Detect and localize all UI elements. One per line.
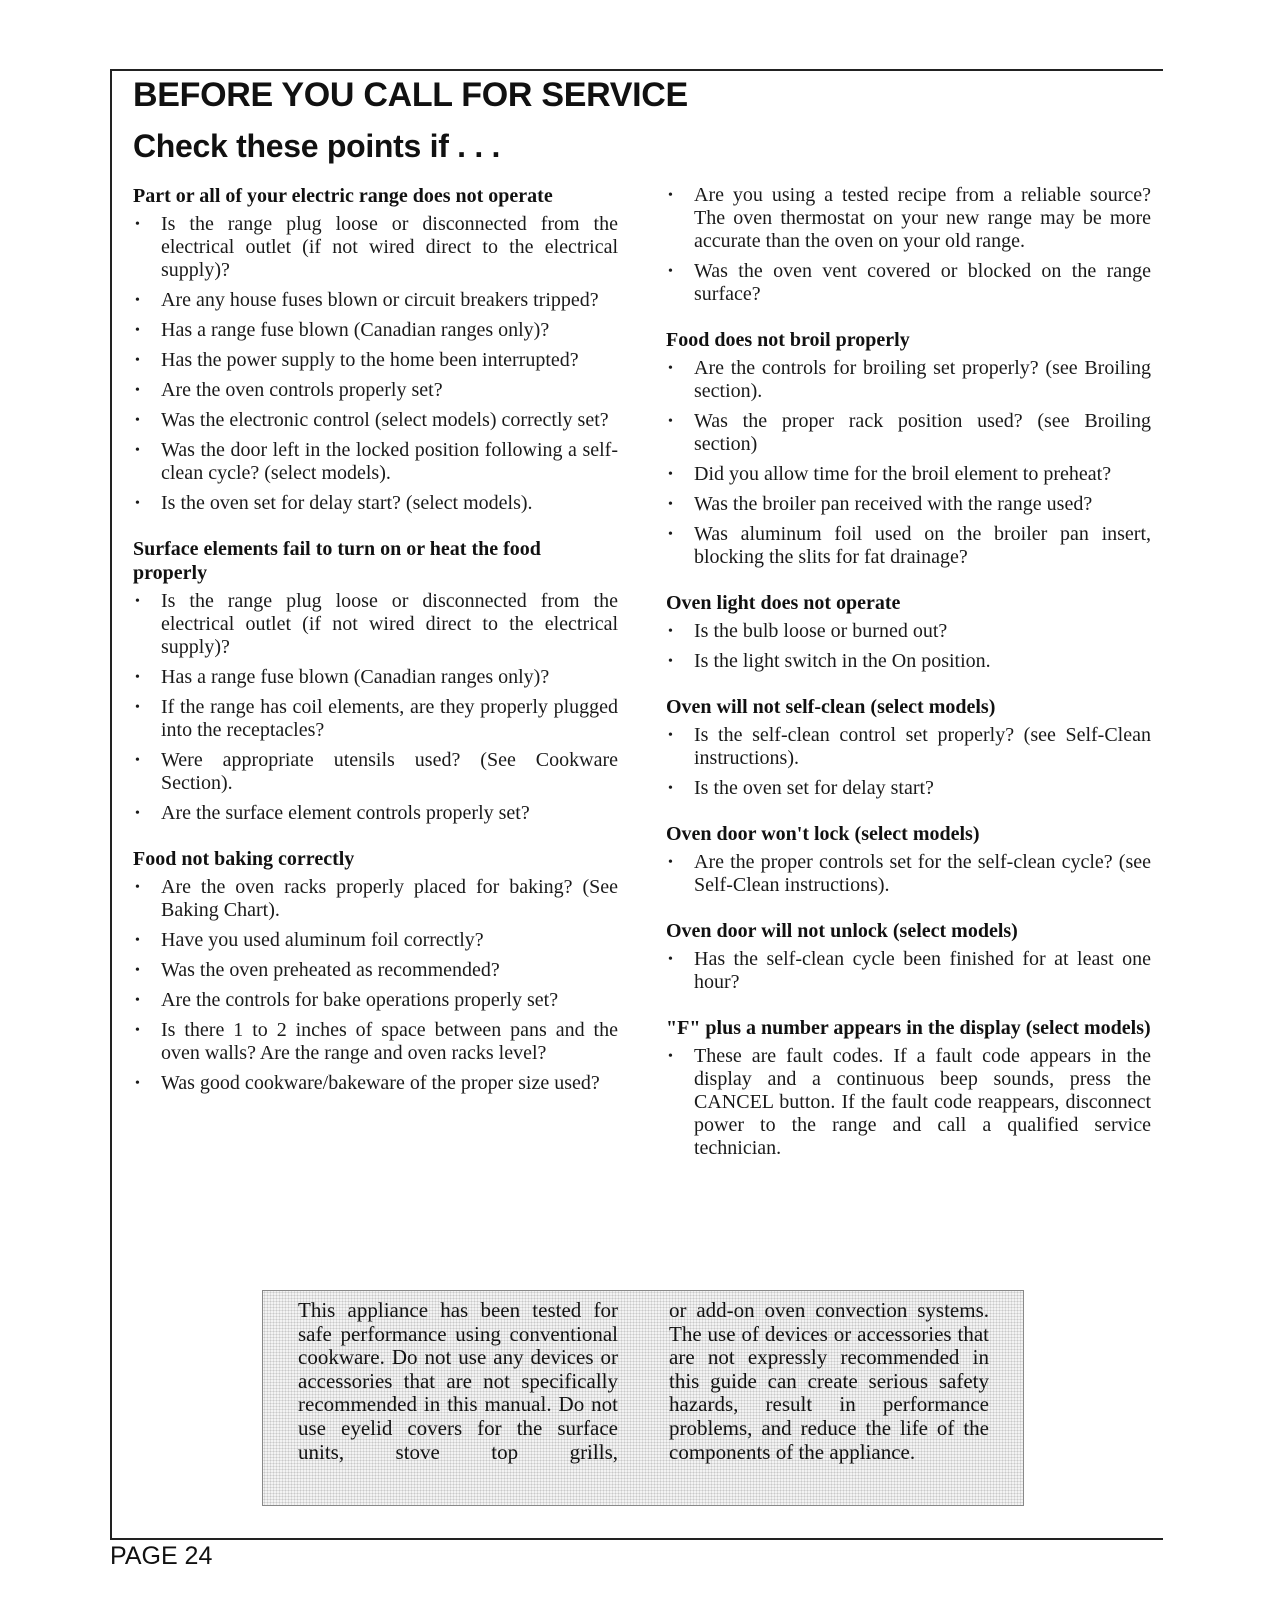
bullet-icon: • (668, 728, 673, 743)
section-oven-light (666, 591, 1151, 673)
list-item: • Is there 1 to 2 inches of space between pans and the oven walls? Are the range and oven racks level? (135, 1019, 618, 1064)
list-item: • Was aluminum foil used on the broiler pan insert, blocking the slits for fat drainage? (668, 523, 1151, 568)
bullet-icon: • (668, 527, 673, 542)
section-heading: Surface elements fail to turn on or heat the food properly (133, 538, 541, 584)
frame-bottom-rule (110, 1538, 1163, 1540)
bullet-icon: • (668, 952, 673, 967)
checklist (666, 1045, 1151, 1160)
page-number: PAGE 24 (110, 1542, 213, 1570)
list-item: • Are any house fuses blown or circuit breakers tripped? (135, 289, 599, 311)
list-item: • Was the proper rack position used? (see Broiling section) (668, 410, 1151, 455)
checklist (666, 184, 1151, 306)
section-heading: Oven light does not operate (666, 592, 901, 614)
left-column (133, 184, 618, 1117)
list-item: • Are the oven racks properly placed for baking? (See Baking Chart). (135, 876, 618, 921)
bullet-icon: • (668, 1049, 673, 1064)
frame-left-rule (110, 69, 112, 1540)
section-door-wont-unlock (666, 919, 1151, 994)
checklist (666, 724, 1151, 800)
list-item: • Was the door left in the locked position following a self-clean cycle? (select models). (135, 439, 618, 484)
list-item: • Were appropriate utensils used? (See Cookware Section). (135, 749, 618, 794)
list-item: • Are the proper controls set for the self-clean cycle? (see Self-Clean instructions). (668, 851, 1151, 896)
bullet-icon: • (135, 594, 140, 609)
page-title: BEFORE YOU CALL FOR SERVICE (133, 76, 688, 114)
bullet-icon: • (668, 855, 673, 870)
list-item: • Has the power supply to the home been interrupted? (135, 349, 579, 371)
bullet-icon: • (135, 933, 140, 948)
list-item: • Have you used aluminum foil correctly? (135, 929, 484, 951)
bullet-icon: • (135, 413, 140, 428)
section-door-wont-lock (666, 822, 1151, 897)
list-item: • Is the range plug loose or disconnected from the electrical outlet (if not wired direct to the electrical supply)? (135, 590, 618, 658)
bullet-icon: • (135, 1076, 140, 1091)
section-heading: Oven door will not unlock (select models) (666, 920, 1018, 942)
section-heading: Food does not broil properly (666, 329, 910, 351)
checklist (133, 590, 618, 825)
section-heading: "F" plus a number appears in the display (select models) (666, 1017, 1151, 1039)
bullet-icon: • (135, 993, 140, 1008)
list-item: • Was good cookware/bakeware of the proper size used? (135, 1072, 600, 1094)
section-heading: Oven will not self-clean (select models) (666, 696, 996, 718)
list-item: • Is the light switch in the On position. (668, 650, 991, 672)
list-item: • Is the range plug loose or disconnected from the electrical outlet (if not wired direct to the electrical supply)? (135, 213, 618, 281)
section-self-clean (666, 695, 1151, 800)
section-range-does-not-operate (133, 184, 618, 515)
safety-notice-left-text: This appliance has been tested for safe performance using conventional cookware. Do not use any devices or accessories that are not specifically recommended in this manual. Do not use eyelid covers for the surface units, stove top grills, (298, 1298, 618, 1464)
section-food-not-baking (133, 847, 618, 1095)
list-item: • Has a range fuse blown (Canadian ranges only)? (135, 666, 550, 688)
list-item: • Was the oven vent covered or blocked on the range surface? (668, 260, 1151, 305)
list-item: • Is the oven set for delay start? (select models). (135, 492, 533, 514)
bullet-icon: • (668, 264, 673, 279)
list-item: • Is the self-clean control set properly? (see Self-Clean instructions). (668, 724, 1151, 769)
checklist (666, 948, 1151, 994)
list-item: • Was the oven preheated as recommended? (135, 959, 500, 981)
checklist (133, 876, 618, 1095)
page-subtitle: Check these points if . . . (133, 128, 501, 164)
bullet-icon: • (668, 497, 673, 512)
bullet-icon: • (135, 1023, 140, 1038)
list-item: • Was the broiler pan received with the range used? (668, 493, 1093, 515)
checklist (133, 213, 618, 515)
list-item: • Are the surface element controls properly set? (135, 802, 530, 824)
section-heading: Oven door won't lock (select models) (666, 823, 980, 845)
bullet-icon: • (135, 496, 140, 511)
checklist (666, 851, 1151, 897)
bullet-icon: • (668, 414, 673, 429)
section-fault-codes (666, 1016, 1151, 1160)
list-item: • Was the electronic control (select models) correctly set? (135, 409, 609, 431)
list-item: • Are the controls for broiling set properly? (see Broiling section). (668, 357, 1151, 402)
bullet-icon: • (135, 217, 140, 232)
bullet-icon: • (668, 624, 673, 639)
section-heading: Food not baking correctly (133, 848, 355, 870)
list-item: • Are the controls for bake operations properly set? (135, 989, 559, 1011)
bullet-icon: • (135, 753, 140, 768)
section-food-not-broiling (666, 328, 1151, 569)
bullet-icon: • (135, 443, 140, 458)
list-item: • Did you allow time for the broil element to preheat? (668, 463, 1112, 485)
frame-top-rule (110, 69, 1163, 71)
bullet-icon: • (135, 700, 140, 715)
bullet-icon: • (135, 963, 140, 978)
list-item: • These are fault codes. If a fault code appears in the display and a continuous beep sounds, press the CANCEL button. If the fault code reappears, disconnect power to the range and call a qualified service technician. (668, 1045, 1151, 1159)
bullet-icon: • (668, 361, 673, 376)
safety-notice-box (262, 1290, 1024, 1506)
list-item: • If the range has coil elements, are they properly plugged into the receptacles? (135, 696, 618, 741)
bullet-icon: • (668, 467, 673, 482)
section-baking-continued (666, 184, 1151, 306)
checklist (666, 357, 1151, 569)
bullet-icon: • (135, 670, 140, 685)
bullet-icon: • (135, 293, 140, 308)
bullet-icon: • (135, 880, 140, 895)
checklist (666, 620, 1151, 673)
list-item: • Is the bulb loose or burned out? (668, 620, 948, 642)
list-item: • Are the oven controls properly set? (135, 379, 443, 401)
list-item: • Has the self-clean cycle been finished for at least one hour? (668, 948, 1151, 993)
bullet-icon: • (135, 323, 140, 338)
safety-notice-right-text: or add-on oven convection systems. The use of devices or accessories that are not expressly recommended in this guide can create serious safety hazards, result in performance problems, and reduce the life of the components of the appliance. (669, 1298, 989, 1464)
bullet-icon: • (668, 188, 673, 203)
right-column (666, 184, 1151, 1182)
list-item: • Are you using a tested recipe from a reliable source? The oven thermostat on your new range may be more accurate than the oven on your old range. (668, 184, 1151, 252)
bullet-icon: • (668, 781, 673, 796)
list-item: • Is the oven set for delay start? (668, 777, 934, 799)
list-item: • Has a range fuse blown (Canadian ranges only)? (135, 319, 550, 341)
bullet-icon: • (668, 654, 673, 669)
section-heading: Part or all of your electric range does not operate (133, 185, 553, 207)
section-surface-elements (133, 537, 618, 825)
bullet-icon: • (135, 353, 140, 368)
bullet-icon: • (135, 806, 140, 821)
bullet-icon: • (135, 383, 140, 398)
